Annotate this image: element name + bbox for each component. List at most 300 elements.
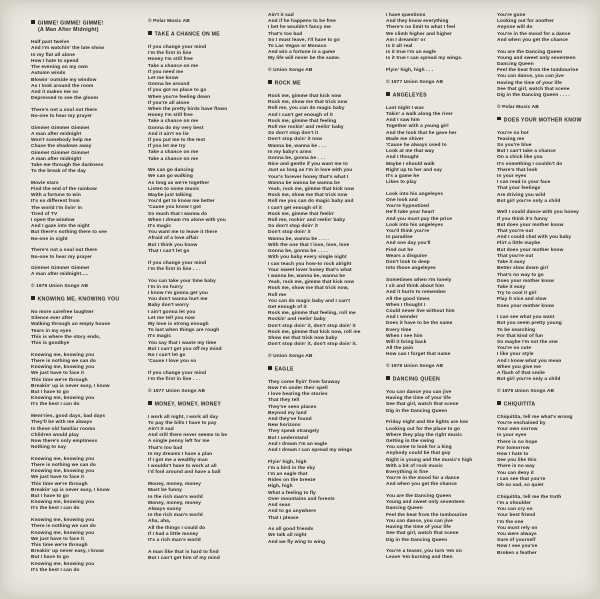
lyric-line: But I have to go [31, 390, 69, 396]
lyric-line: Dancing Queen [497, 61, 534, 67]
lyric-line: Right up to her and say [386, 167, 443, 173]
lyric-line: That's no way to go [497, 272, 544, 278]
lyric-line: Chase the shadows away [31, 144, 92, 150]
lyric-line: And one day you'll [386, 241, 431, 247]
lyric-line: That's too bad [148, 445, 183, 451]
lyric-line: They'll be with me always [31, 420, 93, 426]
lyric-line: My love is strong enough [148, 321, 209, 327]
lyric-line: I love hearing the stories [268, 392, 328, 398]
lyric-line: As long as we're together [148, 180, 210, 186]
lyric-line: Yeah, rock me, gimme that kick now [268, 187, 355, 193]
stanza [386, 494, 498, 544]
lyric-line: Rock me, gimme that kick now [268, 94, 342, 100]
lyric-line: In paradise [386, 235, 413, 241]
song-title-subtitle: (A Man After Midnight) [38, 27, 99, 34]
lyric-line: This time we're through [31, 481, 88, 487]
stanza [31, 266, 143, 278]
lyric-line: If I had a little money [148, 531, 199, 537]
lyric-line: And I could chat with you baby [497, 235, 572, 241]
lyric-line: Roll me rockin' and reelin' baby [268, 125, 344, 131]
lyric-line: Walking through an empty house [31, 322, 111, 328]
song-title-line: DOES YOUR MOTHER KNOW [497, 117, 597, 124]
lyric-line: In the rich man's world [148, 494, 203, 500]
lyric-line: For that kind of fun [497, 333, 544, 339]
lyric-line: There is nothing we can do [31, 359, 96, 364]
lyric-line: Half past twelve [31, 40, 70, 46]
lyric-line: Mem'ries, good days, bad days [31, 414, 106, 420]
lyric-line: And seas [268, 503, 291, 509]
lyric-line: Gonna do my very best [148, 125, 204, 131]
stanza [148, 45, 260, 163]
lyric-line: One look and [386, 198, 418, 204]
lyric-line: If you think it's funny [497, 216, 548, 222]
lyric-line: Knowing me, knowing you [31, 365, 95, 371]
lyric-line: I sit and think about him [386, 284, 445, 290]
lyric-line: Knowing me, knowing you [31, 518, 95, 524]
copyright-credit: © Polar Music AB [497, 104, 539, 110]
song-title [497, 117, 597, 124]
lyric-line: Roll me you can do magic baby and [268, 199, 354, 205]
lyric-line: I'm the first in line . . . [148, 266, 201, 272]
lyric-line: Dig in the Dancing Queen [386, 537, 448, 543]
lyric-line: No more carefree laughter [31, 310, 94, 316]
square-bullet-icon [148, 31, 152, 35]
lyric-line: No-one to hear my prayer [31, 254, 92, 260]
stanza [386, 549, 498, 561]
lyric-line: I bet he wouldn't fancy me [268, 25, 331, 31]
lyric-line: And if he happens to be free [268, 19, 336, 25]
lyric-line: Aha, aha, [148, 519, 171, 525]
lyric-line: Could never live without him [386, 309, 455, 315]
lyric-line: Friday night and the lights are low [386, 420, 469, 426]
lyric-line: I can read in your face [497, 180, 551, 186]
song-title-line: MONEY, MONEY, MONEY [148, 401, 260, 408]
lyric-line: To last when things are rough [148, 328, 220, 334]
lyric-line: If you put me to the test [148, 137, 206, 143]
lyric-line: A flash of that smile [497, 371, 545, 377]
lyric-line: Now I see you've [497, 544, 538, 550]
lyric-line: Flyin' high, high . . . [386, 68, 434, 74]
lyric-line: Rock me, show me that trick now [268, 100, 348, 106]
lyric-line: I open the window [31, 218, 75, 224]
lyric-line: You can dance, you can jive [386, 518, 453, 524]
lyric-line: You'd get to know me better [148, 199, 215, 205]
lyric-line: This is where the story ends, [31, 334, 101, 340]
lyric-line: Look into his angeleyes [386, 222, 444, 228]
lyric-line: See that girl, watch that scene [497, 86, 570, 92]
lyric-line: This is goodbye [31, 341, 70, 347]
lyric-line: I ain't gonna let you [148, 309, 196, 315]
lyric-line: Don't stop doin' it now [268, 137, 323, 143]
lyric-line: 'Cause I love you so [148, 359, 197, 365]
stanza [497, 50, 597, 100]
lyric-line: If you change your mind [148, 370, 207, 376]
stanza [268, 460, 380, 522]
stanza [148, 482, 260, 544]
lyric-line: So maybe I'm not the one [497, 340, 558, 346]
lyric-line: You must rely on [497, 525, 538, 531]
lyric-line: Feel the beat from the tambourine [386, 512, 468, 518]
lyric-line: You can cry on [497, 507, 533, 513]
lyric-line: Over mountains and forests [268, 496, 335, 502]
lyric-line: Wears a disguise [386, 253, 428, 259]
stanza [386, 390, 498, 415]
square-bullet-icon [268, 366, 272, 370]
lyric-line: Look into his angeleyes [386, 191, 444, 197]
lyric-line: Take a chance on me [148, 156, 199, 162]
lyric-line: Don't stop doin' it [268, 230, 311, 236]
lyric-line: With the one that I love, love, love [268, 242, 350, 248]
lyric-line: Play it nice and slow [497, 297, 547, 303]
stanza [148, 415, 260, 477]
copyright-credit: © 1977 Union Songs AB [386, 79, 444, 85]
lyric-line: They've seen places [268, 404, 317, 410]
lyric-line: You're a teaser, you turn 'em on [386, 549, 462, 555]
stanza [148, 261, 260, 273]
lyric-line: As all good friends [268, 527, 314, 533]
lyric-line: Breakin' up is never easy, I know [31, 383, 110, 389]
lyric-line: In the rich man's world [148, 513, 203, 519]
lyric-line: It's a game he [386, 173, 420, 179]
lyric-line: But I think you know [148, 242, 198, 248]
lyric-line: Dig in the Dancing Queen . . . . [497, 92, 570, 98]
lyric-line: Well I could dance with you honey [497, 210, 579, 216]
song-title-line: ANGELEYES [386, 92, 498, 99]
lyric-line: With a bit of rock music [386, 463, 443, 469]
lyric-line: Show me that trick now baby [268, 335, 338, 341]
lyric-line: Roll me, you can do magic baby [268, 106, 345, 112]
lyric-line: Let me tell you now [148, 315, 195, 321]
lyric-line: Afraid of a love affair [148, 236, 199, 242]
stanza [31, 414, 143, 451]
lyric-line: Gimme! Gimme! Gimme! [31, 125, 90, 131]
lyric-line: But girl you're only a child [497, 198, 561, 204]
stanza [386, 420, 498, 488]
lyric-line: Takin' a walk along the river [386, 111, 453, 117]
lyric-line: Take a chance on me [148, 63, 199, 69]
lyric-line: You are the Dancing Queen [386, 494, 452, 500]
lyric-line: I know I'm gonna get you [148, 290, 208, 296]
lyric-line: And they've found [268, 416, 312, 422]
lyric-line: Your best friend [497, 513, 536, 519]
lyric-line: Gonna be around [148, 82, 190, 88]
lyric-line: Roll me [268, 292, 287, 298]
song-title-line: GIMME! GIMME! GIMME! [31, 20, 143, 27]
lyric-line: Nothing to say [31, 445, 66, 451]
lyrics-column-3 [268, 13, 380, 551]
lyric-line: Wanna be wanna be wanna be [268, 180, 340, 186]
lyric-line: It's the best I can do [31, 402, 80, 408]
lyric-line: Flirt a little maybe [497, 241, 541, 247]
square-bullet-icon [31, 20, 35, 24]
lyric-line: New horizons [268, 423, 301, 429]
lyric-line: With you baby every single night [268, 255, 347, 261]
lyric-line: You're enchained by [497, 421, 546, 427]
lyric-line: Wanna be, wanna be . . . . [268, 236, 329, 242]
lyric-line: Knowing me, knowing you [31, 469, 95, 475]
lyric-line: And when you get the chance [386, 482, 457, 488]
lyric-line: The evening on my own [31, 65, 88, 71]
stanza [31, 40, 143, 102]
lyric-line: You're hypnotized [386, 204, 430, 210]
stanza [31, 248, 143, 260]
copyright-credit: © 1979 Union Songs AB [386, 364, 444, 370]
lyric-line: Maybe I should walk [386, 161, 435, 167]
lyric-line: Dig in the Dancing Queen [386, 408, 448, 414]
lyric-line: I'm an eagle that [268, 472, 308, 478]
lyric-line: Am I dreamin' or [386, 37, 426, 43]
lyric-line: Ain't it sad [268, 13, 294, 18]
stanza [386, 278, 498, 359]
lyric-line: Broken a feather [497, 550, 537, 556]
lyric-line: A single penny left for me [148, 439, 210, 445]
lyric-line: No-one in sight [31, 236, 68, 242]
lyric-line: Rock me, gimme that feeling, roll me [268, 311, 356, 317]
square-bullet-icon [497, 401, 501, 405]
lyric-line: If you need me [148, 69, 184, 75]
stanza [31, 181, 143, 243]
stanza [31, 457, 143, 513]
lyric-line: Let me know [148, 75, 179, 81]
song-title-line: ROCK ME [268, 80, 380, 87]
lyric-line: See that girl, watch that scene [386, 531, 459, 537]
lyric-line: With a fortune to win [31, 193, 81, 199]
lyric-line: I wanna be, wanna be, wanna be [268, 273, 346, 279]
lyric-line: Money, money, money [148, 482, 202, 488]
lyric-line: When I thought I [386, 302, 426, 308]
lyric-line: It's the best I can do [31, 506, 80, 512]
lyrics-column-2 [148, 17, 260, 568]
lyric-line: I can't get enough of it [268, 205, 322, 211]
lyric-line: You're gone [497, 13, 526, 18]
lyric-line: A man after midnight [31, 131, 82, 137]
stanza [31, 518, 143, 574]
lyric-line: I can see what you want [497, 315, 555, 321]
lyric-line: Don't look to deep [386, 260, 430, 266]
lyric-line: Dancing Queen [386, 506, 423, 512]
lyric-line: Take it easy [497, 284, 526, 290]
lyric-line: If you're all alone [148, 100, 190, 106]
lyric-line: You can do magic baby and I can't [268, 298, 351, 304]
lyric-line: Leave 'em burning and then [386, 555, 453, 561]
stanza [497, 495, 597, 557]
lyric-line: You're so hot [497, 130, 529, 136]
lyric-line: If I got me a wealthy man [148, 458, 208, 464]
lyric-line: Get enough of it [268, 304, 307, 310]
song-title [497, 401, 597, 408]
lyric-line: I work all night, I work all day [148, 414, 219, 420]
lyric-line: Into those angeleyes [386, 266, 436, 272]
lyric-line: Your's forever honey that's what I [268, 174, 349, 180]
lyric-line: It's the best I can do [31, 567, 80, 573]
lyric-line: So I must leave, I'll have to go [268, 37, 340, 43]
lyric-line: And they know everything [386, 19, 449, 25]
lyric-line: We just have to face it [31, 371, 85, 377]
lyric-line: Does your mother know [497, 278, 555, 284]
lyric-line: Maybe just talking [148, 193, 192, 199]
lyric-line: When you're feeling down [148, 94, 211, 100]
lyric-line: We just have to face it [31, 475, 85, 481]
stanza [148, 371, 260, 383]
copyright-credit: © 1979 Union Songs AB [31, 284, 89, 290]
song-title-line: DANCING QUEEN [386, 376, 498, 383]
square-bullet-icon [31, 296, 35, 300]
lyric-line: When I dream I'm alone with you [148, 217, 226, 223]
lyric-line: Is it true I can spread my wings. [386, 56, 463, 62]
lyric-line: Last night I was [386, 105, 424, 111]
lyric-line: Flyin' high, high [268, 459, 307, 465]
square-bullet-icon [386, 92, 390, 96]
lyric-line: Silence ever after [31, 316, 73, 322]
lyric-line: I'm in no hurry [148, 284, 183, 290]
lyric-line: No-one to hear my prayer [31, 114, 92, 120]
stanza [268, 13, 380, 63]
lyric-line: All the good times [386, 296, 430, 302]
lyric-line: But I can't take a chance [497, 149, 556, 155]
lyric-line: Looking out for another [497, 19, 554, 25]
lyric-line: Movie stars [31, 180, 59, 186]
song-title-line: KNOWING ME, KNOWING YOU [31, 296, 143, 303]
lyric-line: He'll take your heart [386, 210, 435, 216]
stanza [268, 527, 380, 546]
lyric-line: Everything is fine [386, 469, 429, 475]
lyric-line: Likes to play [386, 180, 417, 186]
stanza [497, 131, 597, 205]
lyric-line: And the look that he gave her [386, 130, 457, 136]
lyric-line: Is it all real [386, 44, 413, 50]
lyric-line: You want me to leave it there [148, 230, 218, 236]
lyric-line: You're so cute [497, 346, 532, 352]
lyric-line: Nice and gentle if you want me to [268, 162, 348, 168]
lyric-line: Looking out for the place to go [386, 426, 461, 432]
lyric-line: And I thought [386, 155, 419, 161]
lyric-line: If you got no place to go [148, 88, 207, 94]
lyric-line: There is no hope [497, 439, 538, 445]
lyric-line: And I'm watchin' the late show [31, 46, 105, 52]
lyric-line: A man after midnight [31, 156, 82, 162]
lyric-line: If you change your mind [148, 44, 207, 50]
lyric-line: There is no way [497, 464, 535, 470]
lyric-line: They speak strangely [268, 429, 320, 435]
stanza [31, 310, 143, 347]
lyric-line: You can deny it [497, 470, 534, 476]
lyric-line: As I look around the room [31, 83, 94, 89]
lyric-line: Chiquitita, tell me the truth [497, 494, 562, 500]
lyric-line: And it hurts to remember [386, 290, 447, 296]
lyric-line: Young and sweet only seventeen [386, 500, 465, 506]
lyric-line: We can go walking [148, 174, 193, 180]
lyric-line: Knowing me, knowing you [31, 456, 95, 462]
lyric-line: Feel the beat from the tambourine [497, 68, 579, 74]
square-bullet-icon [497, 117, 501, 121]
lyrics-column-1 [31, 17, 143, 580]
stanza [268, 380, 380, 454]
lyric-line: And win a fortune in a game [268, 50, 336, 56]
lyric-line: That I can't let go [148, 248, 190, 254]
song-title [148, 401, 260, 408]
lyric-line: But I have to go [31, 494, 69, 500]
lyric-line: This time we're through [31, 377, 88, 383]
lyric-line: And I know what you mean [497, 358, 562, 364]
lyric-line: Having the time of your life [386, 396, 451, 402]
lyric-line: Rock me, gimme that feelin' [268, 211, 335, 217]
lyric-line: You were always [497, 532, 537, 537]
lyric-line: But I can't get him of my mind [148, 555, 220, 561]
lyric-line: So don't stop don't it [268, 131, 319, 137]
lyric-line: Anyone will do [497, 25, 533, 31]
lyric-line: And I saw him [386, 118, 420, 124]
lyric-line: Take a chance on me [148, 150, 199, 156]
lyric-line: In your eyes [497, 173, 527, 179]
lyric-line: To the break of the day [31, 169, 86, 175]
lyric-line: Take me through the darkness [31, 162, 104, 168]
song-title [386, 376, 498, 383]
lyric-line: Always sunny [148, 506, 182, 512]
lyric-line: Honey I'm still free [148, 57, 193, 63]
lyric-line: How I hate to [497, 452, 529, 458]
lyric-line: Look at me that way [386, 149, 435, 155]
song-title-line: EAGLE [268, 366, 380, 373]
lyric-line: Gimme! Gimme! Gimme! [31, 150, 90, 156]
stanza [386, 106, 498, 187]
stanza [386, 13, 498, 63]
lyric-line: Wanna be, wanna be . . . [268, 143, 326, 149]
lyric-line: I'm the first in line . . . [148, 377, 201, 383]
lyric-line: Your own sorrow [497, 427, 538, 433]
lyric-line: This time we're through [31, 542, 88, 548]
lyric-line: Knowing me, knowing you [31, 500, 95, 506]
lyric-line: There is nothing we can do [31, 524, 96, 530]
lyric-line: So don't stop doin' it [268, 224, 318, 230]
lyric-line: The world I'm livin' in [31, 205, 83, 211]
lyric-line: And I gaze into the night [31, 224, 90, 230]
song-title-line: TAKE A CHANCE ON ME [148, 31, 260, 38]
lyric-line: What a feeling to fly [268, 490, 316, 496]
lyric-line: But does your mother know [497, 247, 564, 253]
lyric-line: So much that I wanna do [148, 211, 208, 217]
lyric-line: Does it have to be the same [386, 321, 453, 327]
lyric-line: If you change your mind [148, 260, 207, 266]
lyric-line: Now I'm under their spell [268, 385, 328, 391]
lyric-line: Rock me, show me that trick now [268, 193, 348, 199]
copyright-credit: © 1977 Union Songs AB [148, 388, 206, 394]
lyric-line: Baby don't worry [148, 303, 189, 309]
lyric-line: You don't wanna hurt me [148, 297, 208, 303]
lyric-line: Rock me, gimme that feeling [268, 118, 337, 124]
lyric-line: We just have to face it [31, 536, 85, 542]
lyric-line: That you're out [497, 253, 534, 259]
lyric-line: In my baby's arms [268, 149, 312, 155]
lyric-line: Children would play [31, 432, 79, 438]
lyric-line: That they tell [268, 398, 300, 404]
lyric-line: For tomorrow [497, 445, 530, 451]
copyright-credit: © Union Songs AB [268, 68, 313, 74]
lyric-line: Take a chance on me [148, 119, 199, 125]
lyric-line: Where they play the right music [386, 432, 463, 438]
lyric-line: Try to cool it girl [497, 291, 537, 297]
lyric-line: How I hate to spend [31, 58, 79, 64]
square-bullet-icon [148, 401, 152, 405]
lyric-line: To pay the bills I have to pay [148, 420, 217, 426]
lyric-line: See you like this [497, 458, 537, 464]
lyric-line: Sure of yourself [497, 538, 536, 544]
lyric-line: Getting in the swing [386, 438, 435, 444]
song-title [148, 31, 260, 38]
song-title [268, 366, 380, 373]
lyric-line: Take it easy [497, 260, 526, 266]
lyric-line: And it makes me so [31, 89, 79, 95]
lyric-line: Blowin' outside my window [31, 77, 97, 83]
